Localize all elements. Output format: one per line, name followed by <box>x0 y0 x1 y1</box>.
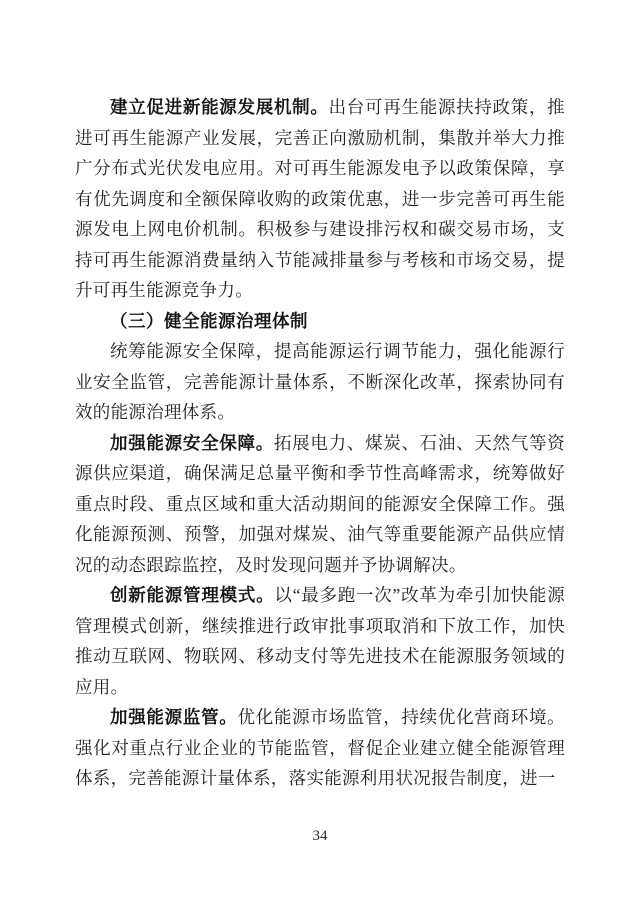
paragraph-governance-overview <box>75 336 565 428</box>
paragraph-lead: 建立促进新能源发展机制。 <box>110 97 329 117</box>
section-heading-3 <box>75 306 565 337</box>
paragraph-text: 优化能源市场监管，持续优化营商环境。强化对重点行业企业的节能监管，督促企业建立健全能源管理体系，完善能源计量体系，落实能源利用状况报告制度，进一 <box>75 707 565 788</box>
paragraph-text: 统筹能源安全保障，提高能源运行调节能力，强化能源行业安全监管，完善能源计量体系，不断深化改革，探索协同有效的能源治理体系。 <box>75 341 565 422</box>
paragraph-text: 拓展电力、煤炭、石油、天然气等资源供应渠道，确保满足总量平衡和季节性高峰需求，统筹做好重点时段、重点区域和重大活动期间的能源安全保障工作。强化能源预测、预警，加强对煤炭、油气等重要能源产品供应情况的动态跟踪监控，及时发现问题并予协调解决。 <box>75 432 565 575</box>
paragraph-energy-supervision <box>75 702 565 794</box>
paragraph-energy-security <box>75 428 565 581</box>
paragraph-new-energy-mechanism <box>75 92 565 306</box>
paragraph-text: 以“最多跑一次”改革为牵引加快能源管理模式创新，继续推进行政审批事项取消和下放工作，加快推动互联网、物联网、移动支付等先进技术在能源服务领域的应用。 <box>75 585 565 697</box>
section-heading-label: （三）健全能源治理体制 <box>110 310 308 331</box>
document-body <box>75 92 565 794</box>
paragraph-lead: 创新能源管理模式。 <box>110 585 275 605</box>
paragraph-management-innovation <box>75 580 565 702</box>
paragraph-lead: 加强能源安全保障。 <box>110 432 274 453</box>
paragraph-lead: 加强能源监管。 <box>110 707 238 727</box>
page-number: 34 <box>312 828 328 844</box>
paragraph-text: 出台可再生能源扶持政策，推进可再生能源产业发展，完善正向激励机制，集散并举大力推广分布式光伏发电应用。对可再生能源发电予以政策保障，享有优先调度和全额保障收购的政策优惠，进一步完善可再生能源发电上网电价机制。积极参与建设排污权和碳交易市场，支持可再生能源消费量纳入节能减排量参与考核和市场交易，提升可再生能源竞争力。 <box>75 97 565 300</box>
